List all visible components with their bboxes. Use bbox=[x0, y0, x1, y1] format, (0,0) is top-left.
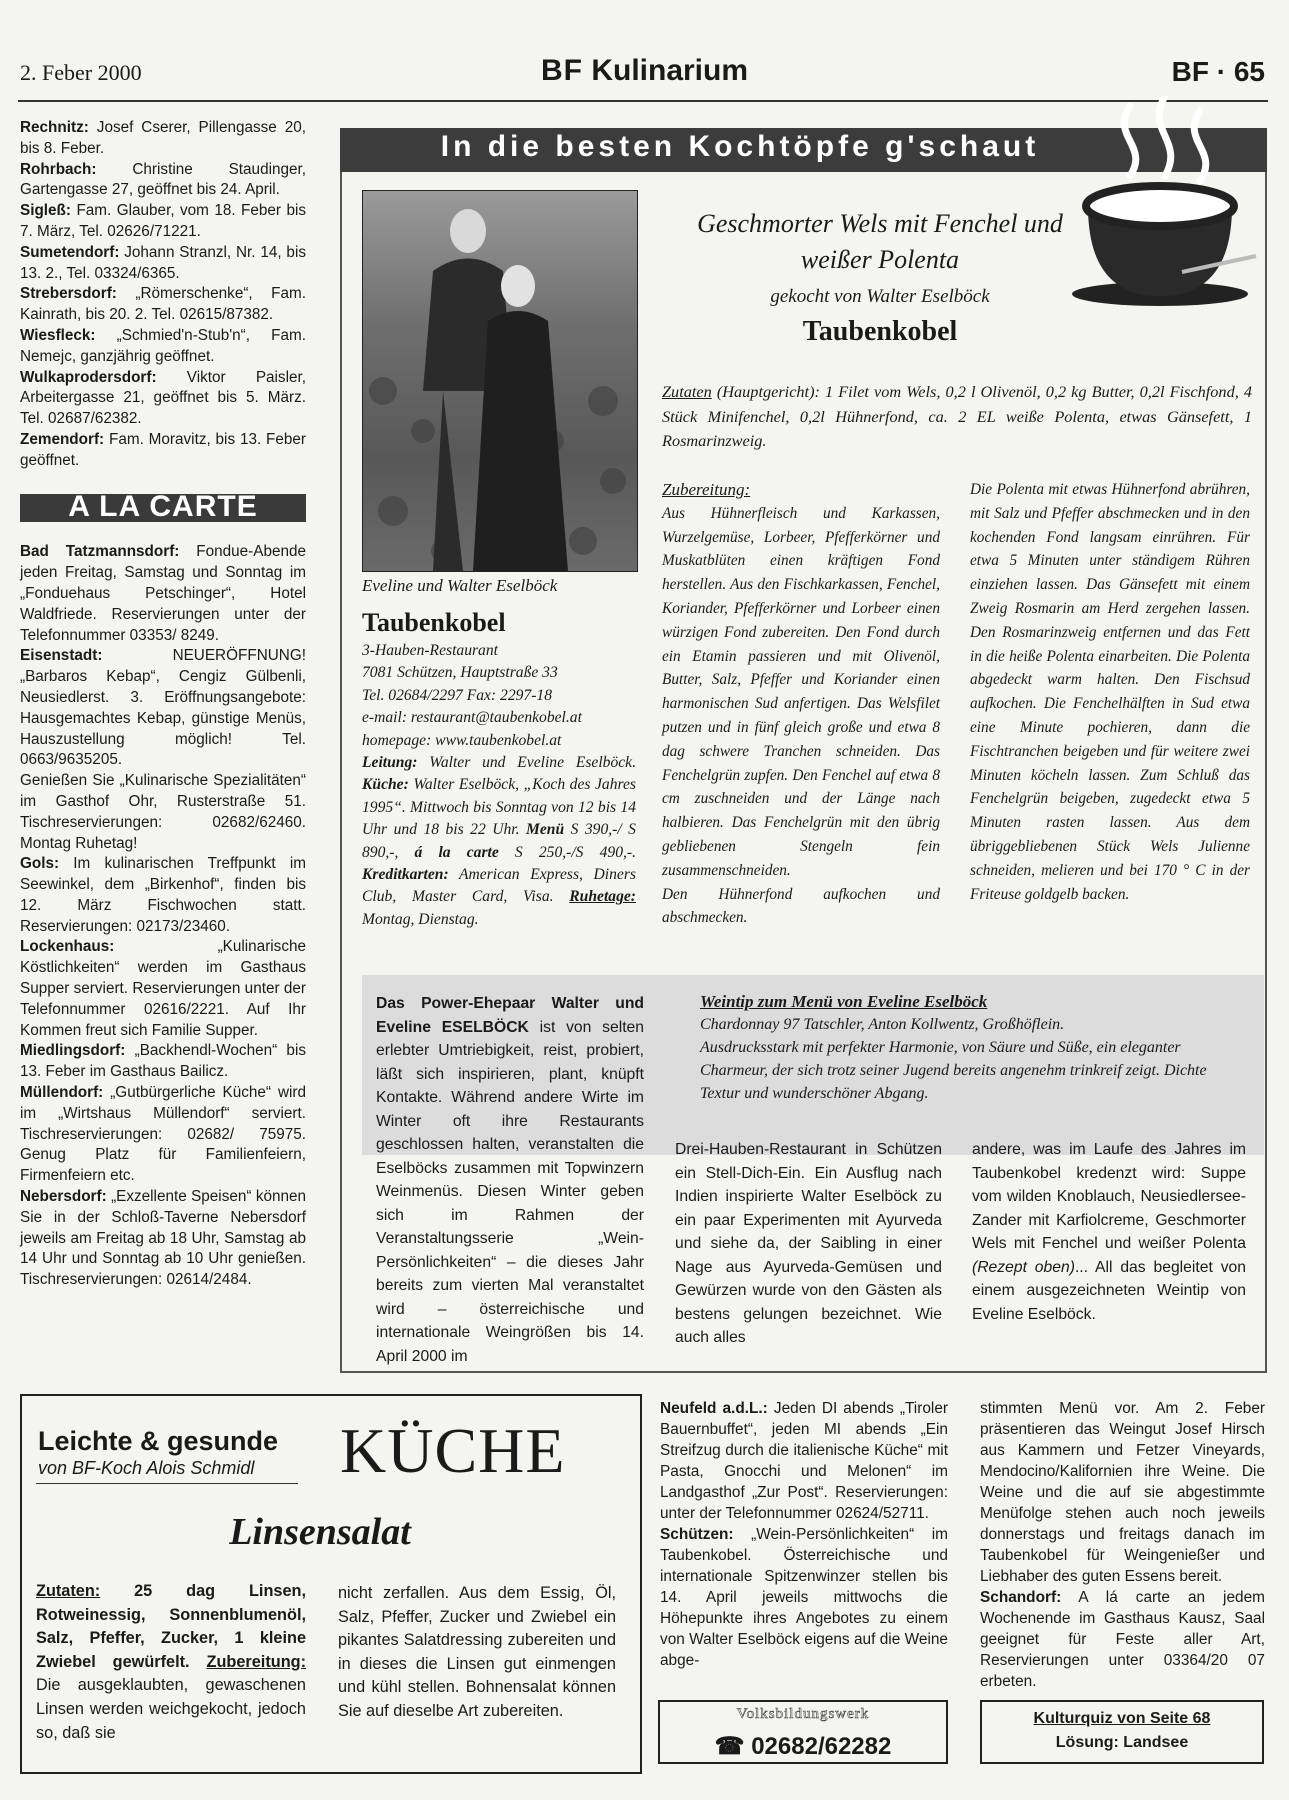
listing-entry: Zemendorf: Fam. Moravitz, bis 13. Feber geöffnet. bbox=[20, 430, 307, 469]
issue-date: 2. Feber 2000 bbox=[20, 60, 142, 85]
cooking-pot-icon bbox=[1070, 96, 1270, 306]
wine-tip-title: Weintip zum Menü von Eveline Eselböck bbox=[700, 992, 988, 1011]
listing-entry: Miedlingsdorf: „Backhendl-Wochen“ bis 13. Feber im Gasthaus Bailicz. bbox=[20, 1042, 306, 1081]
feature-banner-title: In die besten Kochtöpfe g'schaut bbox=[440, 130, 1040, 163]
listing-entry: Rohrbach: Christine Staudinger, Gartengasse 27, geöffnet bis 24. April. bbox=[20, 160, 306, 199]
listing-entry: Genießen Sie „Kulinarische Spezialitäten“ im Gasthof Ohr, Rusterstraße 51. Tischreservierungen: 02682/62460. Montag Ruhetag! bbox=[20, 772, 306, 852]
vhs-phone: ☎ 02682/62282 bbox=[714, 1733, 892, 1760]
recipe-title: Geschmorter Wels mit Fenchel und weißer Polenta bbox=[697, 209, 1063, 274]
listing-entry: Gols: Im kulinarischen Treffpunkt im Seewinkel, dem „Birkenhof“, finden bis 12. März Fischwochen statt. Reservierungen: 02173/23460. bbox=[20, 855, 306, 935]
alacarte-list bbox=[20, 542, 306, 1291]
power-couple-text: Das Power-Ehepaar Walter und Eveline ESELBÖCK ist von selten erlebter Umtriebigkeit, reist, probiert, läßt sich inspirieren, plant, knüpft Kontakte. Während andere Wirte im Winter oft ihre Restaurants geschlossen halten, veranstalten die Eselböcks zusammen mit Topwinzern Weinmenüs. Diesen Winter geben sich im Rahmen der Veranstaltungsserie „Wein-Persönlichkeiten“ – die dieses Jahr bereits zum vierten Mal veranstaltet wird – österreichische und internationale Weingrößen bis 14. April 2000 im bbox=[376, 995, 645, 1365]
page-number: BF · 65 bbox=[1171, 56, 1265, 87]
listing-entry: Sumetendorf: Johann Stranzl, Nr. 14, bis 13. 2., Tel. 03324/6365. bbox=[20, 243, 306, 282]
kuche-subtitle: von BF-Koch Alois Schmidl bbox=[38, 1458, 255, 1478]
listing-entry: Sigleß: Fam. Glauber, vom 18. Feber bis 7. März, Tel. 02626/71221. bbox=[20, 202, 307, 240]
listing-entry: Wiesfleck: „Schmied'n-Stub'n“, Fam. Nemejc, ganzjährig geöffnet. bbox=[20, 326, 306, 365]
kuche-rule bbox=[36, 1483, 298, 1484]
kuche-title: Leichte & gesunde bbox=[38, 1426, 279, 1456]
kuche-big-title: KÜCHE bbox=[340, 1415, 566, 1486]
left-column bbox=[20, 118, 306, 1291]
restaurant-details: Leitung: Walter und Eveline Eselböck. Küche: Walter Eselböck, „Koch des Jahres 1995“. Mittwoch bis Sonntag von 12 bis 14 Uhr und 18 bis 22 Uhr. Menü S 390,-/ S 890,-, á la carte S 250,-/S 490,-. Kreditkarten: American Express, Diners Club, Master Card, Visa. Ruhetage: Montag, Dienstag. bbox=[362, 754, 637, 928]
listing-entry: Müllendorf: „Gutbürgerliche Küche“ wird im „Wirtshaus Müllendorf“ serviert. Tischreservierungen: 02682/ 75975. Genug Platz für Familienfeiern, Firmenfeiern etc. bbox=[20, 1084, 306, 1185]
listing-entry: Nebersdorf: „Exzellente Speisen“ können Sie in der Schloß-Taverne Nebersdorf jeweils am Freitag ab 18 Uhr, Samstag ab 14 Uhr und Sonntag ab 10 Uhr genießen. Tischreservierungen: 02614/2484. bbox=[20, 1188, 306, 1289]
listing-entry: Wulkaprodersdorf: Viktor Paisler, Arbeitergasse 21, geöffnet bis 5. März. Tel. 02687/62382. bbox=[20, 368, 306, 428]
dish-name: Linsensalat bbox=[229, 1511, 411, 1553]
recipe-header bbox=[660, 206, 1100, 348]
address-line: Tel. 02684/2297 Fax: 2297-18 bbox=[362, 686, 553, 704]
restaurant-info bbox=[362, 606, 636, 931]
quiz-solution: Lösung: Landsee bbox=[1055, 1734, 1189, 1751]
listing-entry: Lockenhaus: „Kulinarische Köstlichkeiten“ werden im Gasthaus Supper serviert. Reservierungen unter der Telefonnummer 02616/2221. Auf Ihr Kommen freut sich Familie Supper. bbox=[20, 938, 306, 1039]
restaurant-name: Taubenkobel bbox=[362, 608, 506, 637]
feature-text-col-b: andere, was im Laufe des Jahres im Taubenkobel kredenzt wird: Suppe vom wilden Knoblauch, Neusiedlersee-Zander mit Karfiolcreme, Geschmorter Wels mit Fenchel und weißer Polenta (Rezept oben)... All das begleitet von einem ausgezeichneten Weintip von Eveline Eselböck. bbox=[972, 1141, 1246, 1323]
section-name: Kulinarium bbox=[591, 54, 749, 87]
address-line: 3-Hauben-Restaurant bbox=[362, 642, 498, 659]
listing-entry: Strebersdorf: „Römerschenke“, Fam. Kainrath, bis 20. 2. Tel. 02615/87382. bbox=[20, 285, 306, 324]
recipe-author: gekocht von Walter Eselböck bbox=[770, 286, 990, 307]
photo-caption: Eveline und Walter Eselböck bbox=[362, 576, 558, 595]
bottom-mid-column: Neufeld a.d.L.: Jeden DI abends „Tiroler Bauernbuffet“, jeden MI abends „Ein Streifzug durch die italienische Küche“ mit Pasta, Gnocchi und Melonen“ im Landgasthof „Zur Post“. Reservierungen: unter der Telefonnummer 02624/52711. Schützen: „Wein-Persönlichkeiten“ im Taubenkobel. Österreichische und internationale Spitzenwinzer stellen bis 14. April jeweils mittwochs die Höhepunkte ihres Angebotes zu einem von Walter Eselböck eigens auf die Weine abge- bbox=[660, 1400, 949, 1669]
address-line: e-mail: restaurant@taubenkobel.at bbox=[362, 709, 582, 727]
opening-list bbox=[20, 118, 306, 472]
vhs-name: Volksbildungswerk bbox=[736, 1706, 870, 1722]
feature-text-col-a: Drei-Hauben-Restaurant in Schützen ein Stell-Dich-Ein. Ein Ausflug nach Indien inspirierte Walter Eselböck zu ein paar Experimenten mit Ayurveda und siehe da, der Saibling in einer Nage aus Ayurveda-Gemüsen und Gewürzen wurde von den Gästen als bestens gelungen bezeichnet. Wie auch alles bbox=[675, 1141, 942, 1346]
linsen-steps: nicht zerfallen. Aus dem Essig, Öl, Salz, Pfeffer, Zucker und Zwiebel ein pikantes Salatdressing zubereiten und in dieses die Linsen gut einmengen und kühl stellen. Bohnensalat können Sie auf dieselbe Art zubereiten. bbox=[338, 1584, 616, 1720]
listing-entry: Bad Tatzmannsdorf: Fondue-Abende jeden Freitag, Samstag und Sonntag im „Fonduehaus Petschinger“, Hotel Waldfriede. Reservierungen unter der Telefonnummer 03353/ 8249. bbox=[20, 543, 306, 644]
couple-photo bbox=[362, 190, 638, 572]
zubereitung-heading: Zubereitung: bbox=[662, 480, 751, 499]
bottom-right-column: stimmten Menü vor. Am 2. Feber präsentieren das Weingut Josef Hirsch aus Kammern und Fetzer Vineyards, Mendocino/Kalifornien ihre Weine. Die Weine und die auf sie abgestimmte Menüfolge stehen auch noch jeweils donnerstags und freitags danach im Taubenkobel für Weingenießer und Liebhaber des guten Essens bereit. Schandorf: A lá carte an jedem Wochenende im Gasthaus Kausz, Saal geeignet für Feste aller Art, Reservierungen unter 03364/20 07 erbeten. bbox=[980, 1400, 1265, 1690]
recipe-ingredients: Zutaten (Hauptgericht): 1 Filet vom Wels, 0,2 l Olivenöl, 0,2 kg Butter, 0,2l Fischfond, 4 Stück Minifenchel, 0,2l Hühnerfond, ca. 2 EL weiße Polenta, etwas Gänsefett, 1 Rosmarinzweig. bbox=[662, 382, 1252, 451]
address-line: homepage: www.taubenkobel.at bbox=[362, 731, 562, 749]
address-line: 7081 Schützen, Hauptstraße 33 bbox=[362, 664, 558, 682]
alacarte-heading: A LA CARTE bbox=[20, 494, 306, 523]
recipe-steps-col2: Die Polenta mit etwas Hühnerfond abrühren, mit Salz und Pfeffer abschmecken und in den kochenden Fond langsam einrühren. Für etwa 5 Minuten unter ständigem Rühren einziehen lassen. Das Gänsefett mit einem Zweig Rosmarin am Herd zergehen lassen. Den Rosmarinzweig entfernen und das Fett in die heiße Polenta einarbeiten. Die Polenta abgedeckt warm halten. Den Fischsud aufkochen. Die Fenchelhälften in Sud etwa eine Minute pochieren, dann die Fischtranchen beigeben und für weitere zwei Minuten köcheln lassen. Zum Schluß das Fenchelgrün beigeben, zugedeckt etwa 5 Minuten rasten lassen. Aus dem übriggebliebenen Stück Wels Julienne schneiden, melieren und bei 170 ° C in der Friteuse goldgelb backen. bbox=[970, 481, 1250, 903]
brand-logo: BF bbox=[540, 54, 583, 87]
quiz-title: Kulturquiz von Seite 68 bbox=[1033, 1710, 1211, 1727]
recipe-steps-col1: Zubereitung: Aus Hühnerfleisch und Karkassen, Wurzelgemüse, Lorbeer, Pfefferkörner und Muskatblüten einen kräftigen Fond herstellen. Aus den Fischkarkassen, Fenchel, Koriander, Pfefferkörner und Lorbeer einen würzigen Fond zubereiten. Den Fond durch ein Etamin passieren und mit Olivenöl, Butter, Salz, Pfeffer und Koriander einen harmonischen Sud anfertigen. Das Welsfilet putzen und in fünf gleich große und etwa 8 dag schwere Tranchen schneiden. Das Fenchelgrün zupfen. Den Fenchel auf etwa 8 cm zuschneiden und der Länge nach halbieren. Das Fenchelgrün mit den übrig gebliebenen Stengeln fein zusammenschneiden. Den Hühnerfond aufkochen und abschmecken. bbox=[662, 480, 940, 927]
section-title bbox=[0, 54, 1289, 88]
wine-tip: Weintip zum Menü von Eveline Eselböck Chardonnay 97 Tatschler, Anton Kollwentz, Großhöflein. Ausdrucksstark mit perfekter Harmonie, von Säure und Süße, ein eleganter Charmeur, der sich trotz seiner Jugend bereits angenehm trinkreif zeigt. Dichte Textur und wunderschöner Abgang. bbox=[700, 990, 1240, 1105]
recipe-restaurant: Taubenkobel bbox=[802, 316, 958, 347]
listing-entry: Rechnitz: Josef Cserer, Pillengasse 20, bis 8. Feber. bbox=[20, 119, 306, 157]
listing-entry: Eisenstadt: NEUERÖFFNUNG! „Barbaros Kebap“, Cengiz Gülbenli, Neusiedlerst. 3. Eröffnungsangebote: Hausgemachtes Kebap, günstige Menüs, Hauszustellung möglich! Tel. 0663/9635205. bbox=[20, 647, 306, 769]
linsen-ingredients: Zutaten: 25 dag Linsen, Rotweinessig, Sonnenblumenöl, Salz, Pfeffer, Zucker, 1 kleine Zwiebel gewürfelt. Zubereitung: Die ausgeklaubten, gewaschenen Linsen werden weichgekocht, jedoch so, daß sie bbox=[36, 1582, 306, 1742]
restaurant-address bbox=[362, 640, 636, 752]
